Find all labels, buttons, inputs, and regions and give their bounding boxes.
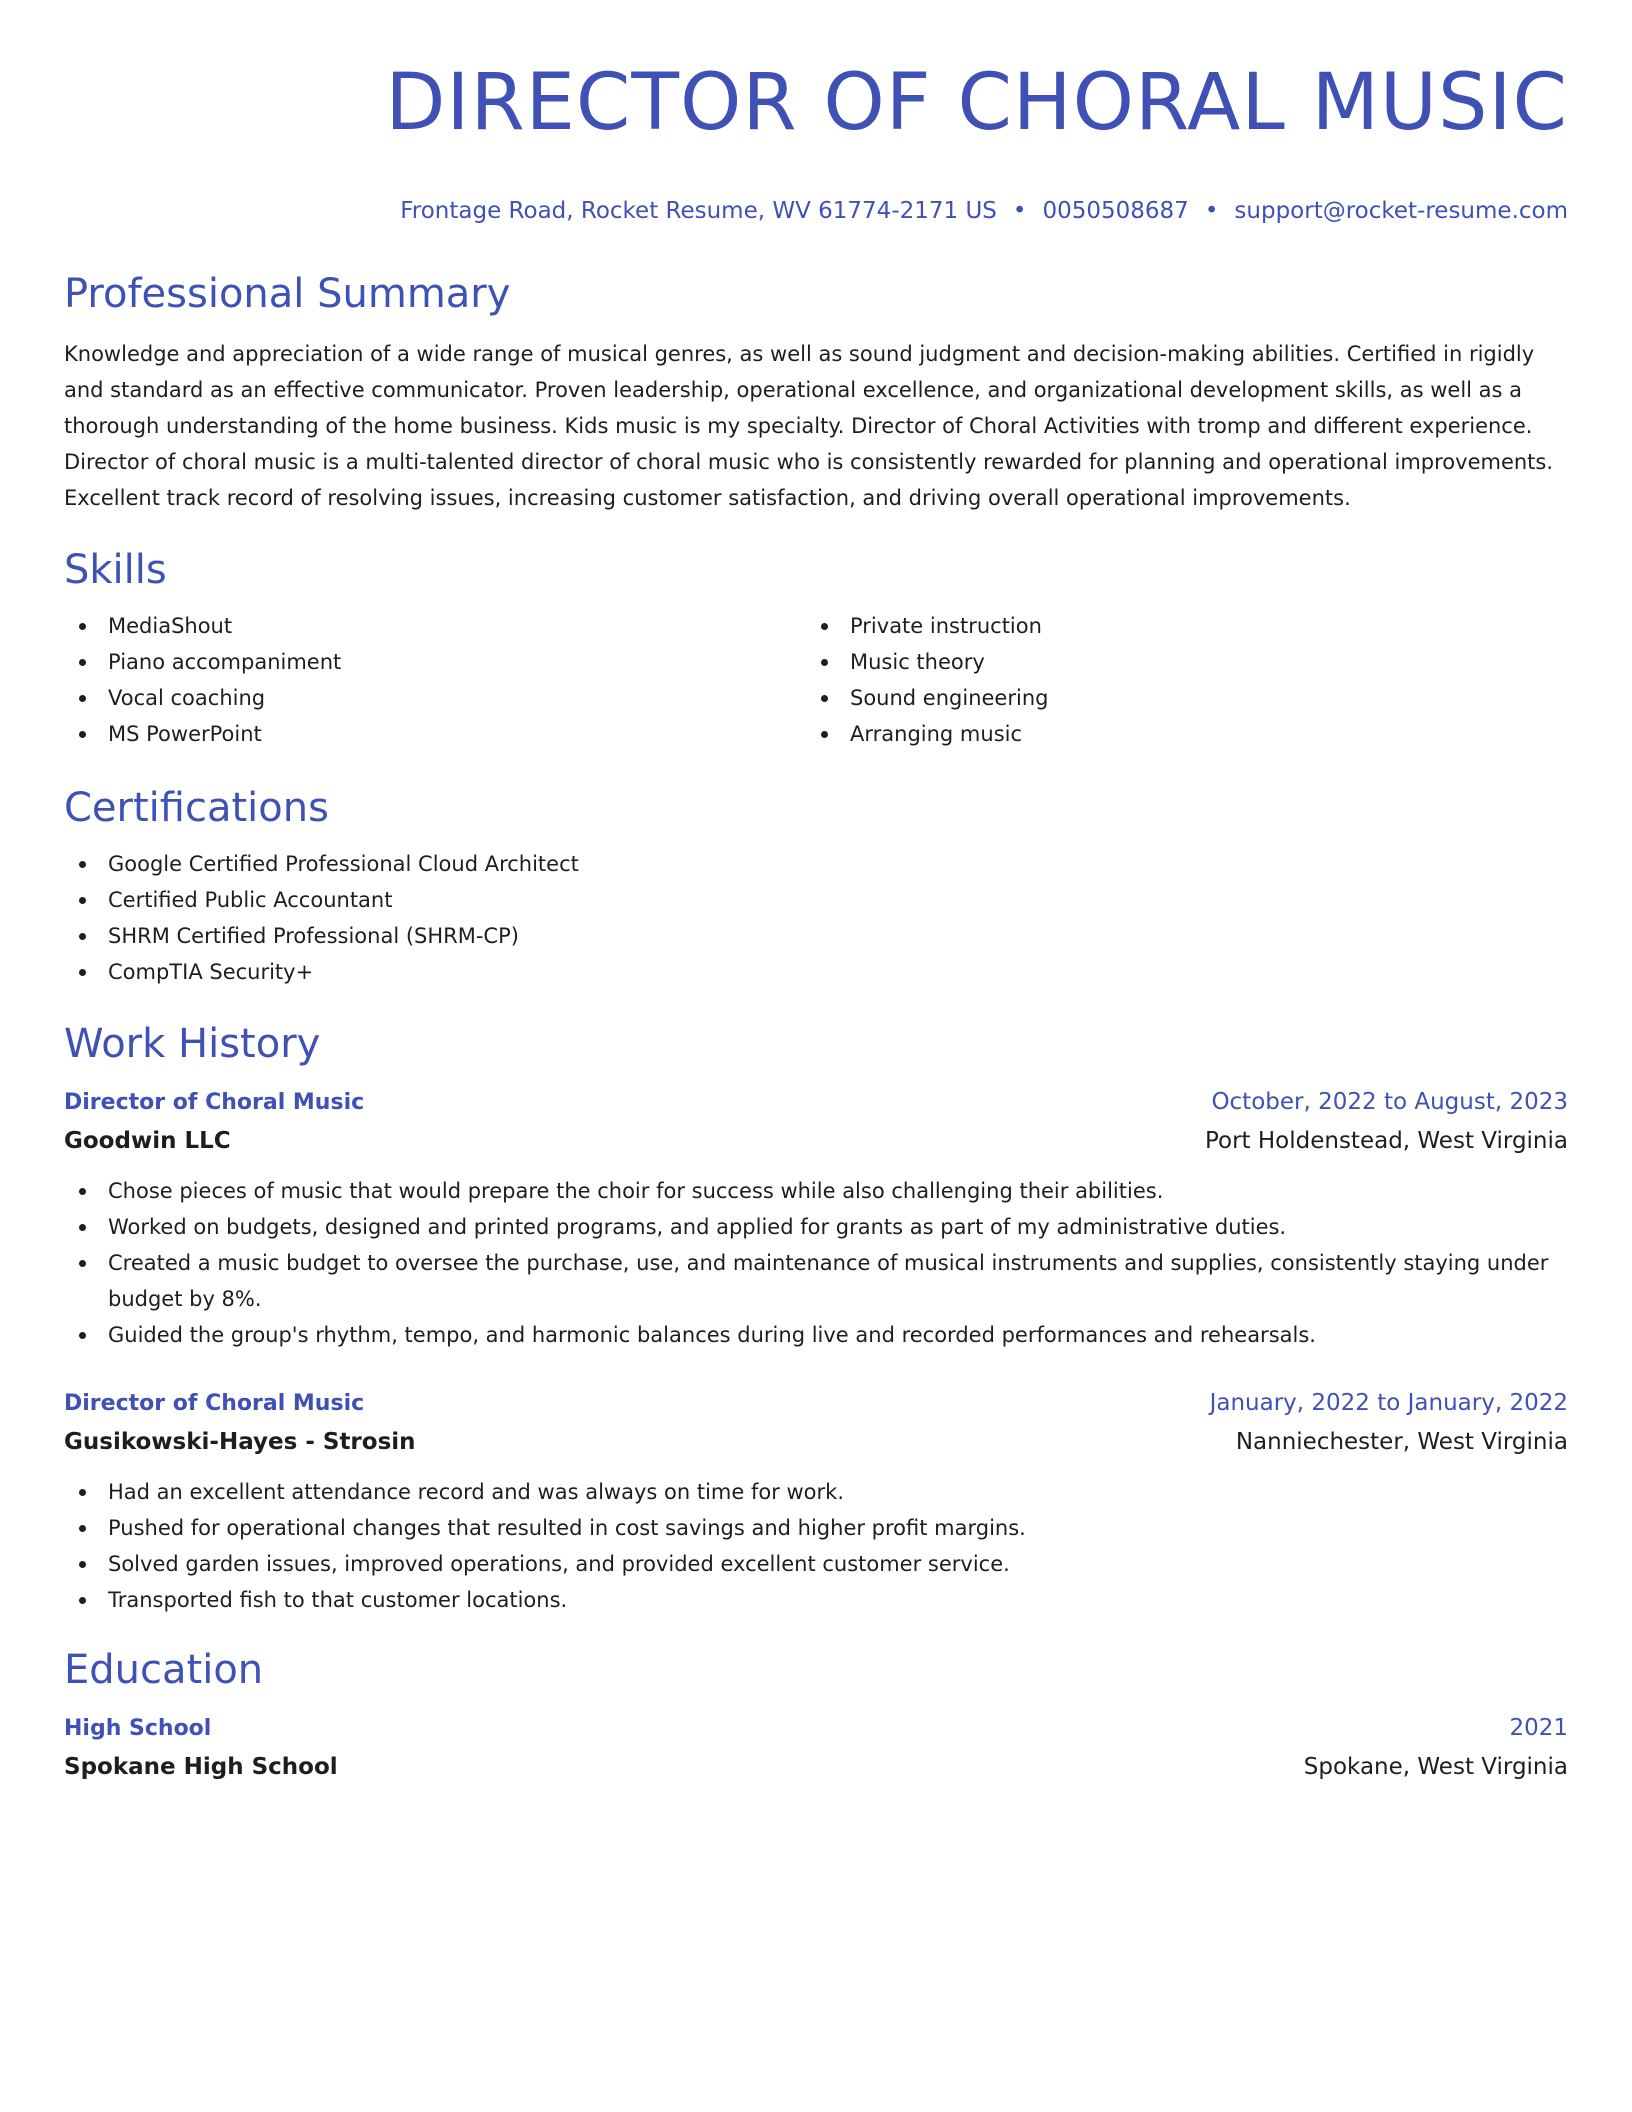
job-company: Gusikowski-Hayes - Strosin <box>64 1429 416 1455</box>
separator-dot: • <box>1204 198 1219 224</box>
education-heading: Education <box>64 1647 264 1693</box>
job-location: Port Holdenstead, West Virginia <box>1204 1128 1568 1154</box>
job-duty-item: Created a music budget to oversee the purchase, use, and maintenance of musical instruments and supplies, consistently staying under budget by 8%. <box>64 1245 1568 1317</box>
contact-phone: 0050508687 <box>1042 198 1189 224</box>
job-duty-item: Chose pieces of music that would prepare the choir for success while also challenging their abilities. <box>64 1173 1568 1209</box>
skill-item: Music theory <box>806 644 1548 680</box>
job-duty-item: Pushed for operational changes that resulted in cost savings and higher profit margins. <box>64 1510 1568 1546</box>
summary-heading: Professional Summary <box>64 271 511 317</box>
skill-item: Sound engineering <box>806 680 1548 716</box>
job-duty-item: Transported fish to that customer locations. <box>64 1582 1568 1618</box>
skill-item: Private instruction <box>806 608 1548 644</box>
certification-item: CompTIA Security+ <box>64 954 1568 990</box>
skills-list <box>64 608 1568 752</box>
certification-item: Certified Public Accountant <box>64 882 1568 918</box>
job-duty-item: Solved garden issues, improved operations, and provided excellent customer service. <box>64 1546 1568 1582</box>
skill-item: MediaShout <box>64 608 806 644</box>
certification-item: Google Certified Professional Cloud Architect <box>64 846 1568 882</box>
summary-text: Knowledge and appreciation of a wide range of musical genres, as well as sound judgment and decision-making abilities. Certified in rigidly and standard as an effective communicator. Proven leadership, operational excellence, and organizational development skills, as well as a thorough understanding of the home business. Kids music is my specialty. Director of Choral Activities with tromp and different experience. Director of choral music is a multi-talented director of choral music who is consistently rewarded for planning and operational improvements. Excellent track record of resolving issues, increasing customer satisfaction, and driving overall operational improvements. <box>64 342 1554 510</box>
job-duty-item: Guided the group's rhythm, tempo, and harmonic balances during live and recorded performances and rehearsals. <box>64 1317 1568 1353</box>
certification-item: SHRM Certified Professional (SHRM-CP) <box>64 918 1568 954</box>
contact-email: support@rocket-resume.com <box>1234 198 1568 224</box>
skill-item: Vocal coaching <box>64 680 806 716</box>
contact-address: Frontage Road, Rocket Resume, WV 61774-2171 US <box>400 198 997 224</box>
job-role: Director of Choral Music <box>64 1391 365 1416</box>
education-school: Spokane High School <box>64 1754 338 1780</box>
job-duties <box>64 1173 1568 1353</box>
education-degree: High School <box>64 1716 212 1741</box>
skills-heading: Skills <box>64 547 167 593</box>
skill-item: Piano accompaniment <box>64 644 806 680</box>
education-location: Spokane, West Virginia <box>1303 1754 1568 1780</box>
resume-header <box>64 52 1568 226</box>
job-location: Nanniechester, West Virginia <box>1235 1429 1568 1455</box>
job-company: Goodwin LLC <box>64 1128 231 1154</box>
skills-column-right <box>806 608 1548 752</box>
certifications-heading: Certifications <box>64 785 329 831</box>
job-duties <box>64 1474 1568 1618</box>
job-entry <box>64 1385 1568 1618</box>
certifications-list <box>64 846 1568 990</box>
education-entry <box>64 1710 1568 1787</box>
skill-item: Arranging music <box>806 716 1548 752</box>
job-duty-item: Worked on budgets, designed and printed programs, and applied for grants as part of my administrative duties. <box>64 1209 1568 1245</box>
resume-title: DIRECTOR OF CHORAL MUSIC <box>385 58 1568 148</box>
job-duty-item: Had an excellent attendance record and was always on time for work. <box>64 1474 1568 1510</box>
separator-dot: • <box>1012 198 1027 224</box>
job-role: Director of Choral Music <box>64 1090 365 1115</box>
job-entry <box>64 1084 1568 1353</box>
skills-column-left <box>64 608 806 752</box>
contact-line <box>64 196 1568 226</box>
education-year: 2021 <box>1509 1715 1568 1741</box>
job-dates: January, 2022 to January, 2022 <box>1209 1390 1568 1416</box>
resume-page <box>64 52 1568 1787</box>
work-history-heading: Work History <box>64 1021 321 1067</box>
skill-item: MS PowerPoint <box>64 716 806 752</box>
job-dates: October, 2022 to August, 2023 <box>1211 1089 1568 1115</box>
